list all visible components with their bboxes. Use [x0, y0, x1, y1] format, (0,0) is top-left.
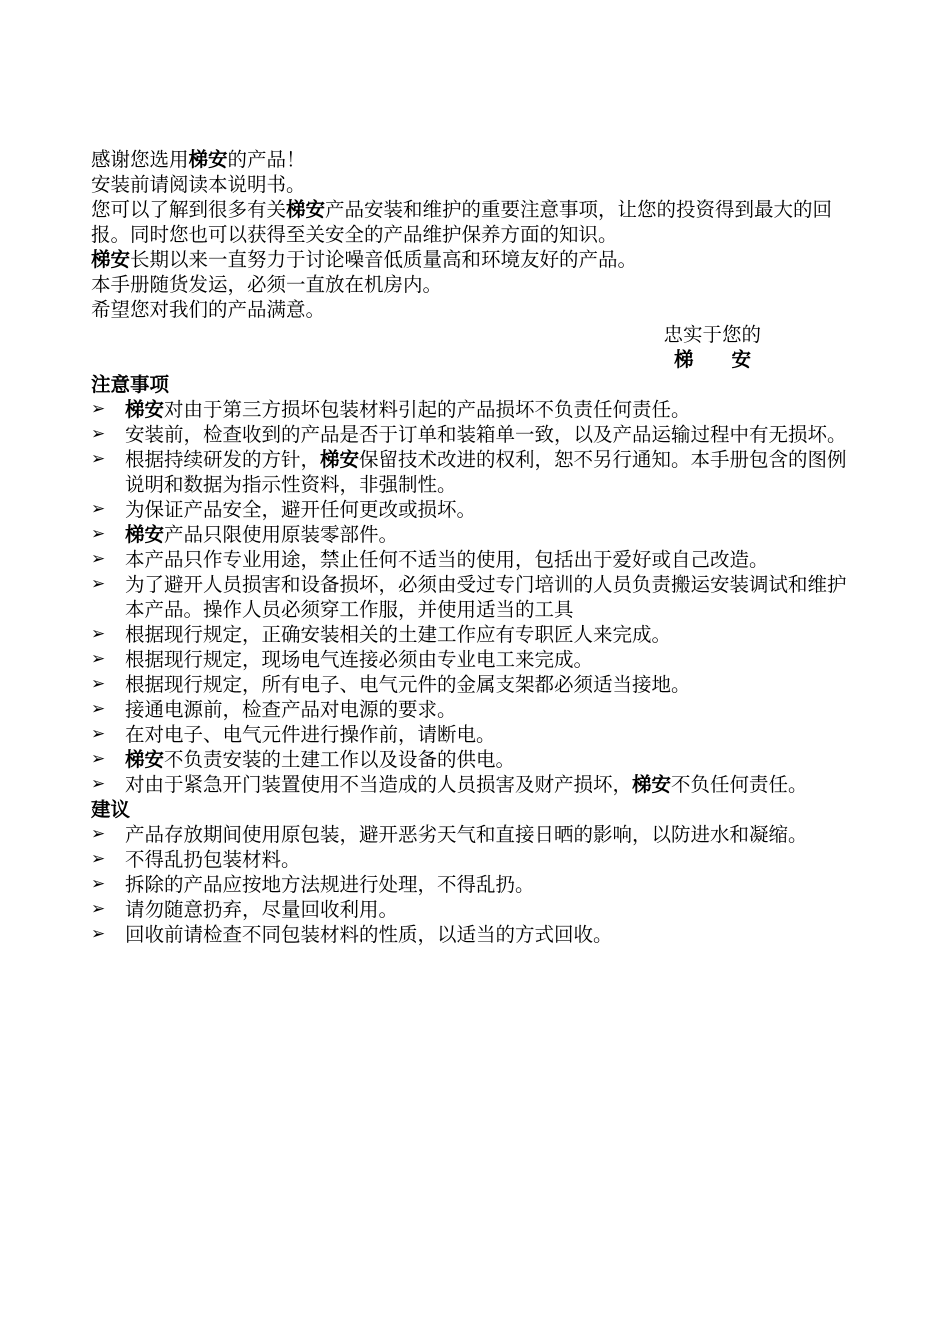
intro-section: [91, 147, 859, 322]
intro-line-5: 本手册随货发运，必须一直放在机房内。: [91, 273, 443, 296]
list-item: ➢ 安装前，检查收到的产品是否于订单和装箱单一致，以及产品运输过程中有无损坏。: [91, 423, 847, 446]
arrow-bullet-icon: ➢: [91, 899, 106, 919]
arrow-bullet-icon: ➢: [91, 749, 106, 769]
arrow-bullet-icon: ➢: [91, 399, 106, 419]
list-item: ➢ 梯安对由于第三方损坏包装材料引起的产品损坏不负责任何责任。: [91, 398, 691, 421]
list-item: ➢ 请勿随意扔弃，尽量回收利用。: [91, 898, 399, 921]
arrow-bullet-icon: ➢: [91, 524, 106, 544]
list-item: ➢ 回收前请检查不同包装材料的性质，以适当的方式回收。: [91, 923, 613, 946]
brand-name: 梯安: [632, 773, 672, 796]
list-item: ➢ 梯安不负责安装的土建工作以及设备的供电。: [91, 748, 516, 771]
list-item: ➢ 本产品只作专业用途，禁止任何不适当的使用，包括出于爱好或自己改造。: [91, 548, 769, 571]
list-item: ➢ 对由于紧急开门装置使用不当造成的人员损害及财产损坏，梯安不负任何责任。: [91, 773, 808, 796]
arrow-bullet-icon: ➢: [91, 924, 106, 944]
arrow-bullet-icon: ➢: [91, 774, 106, 794]
arrow-bullet-icon: ➢: [91, 449, 106, 469]
arrow-bullet-icon: ➢: [91, 724, 106, 744]
list-item: ➢ 拆除的产品应按地方法规进行处理，不得乱扔。: [91, 873, 535, 896]
arrow-bullet-icon: ➢: [91, 549, 106, 569]
document-page: [91, 147, 859, 947]
notes-heading: 注意事项: [91, 373, 170, 396]
arrow-bullet-icon: ➢: [91, 874, 106, 894]
signature-block: [91, 322, 859, 372]
intro-line-2: 安装前请阅读本说明书。: [91, 173, 306, 196]
arrow-bullet-icon: ➢: [91, 824, 106, 844]
brand-name: 梯安: [286, 198, 326, 221]
arrow-bullet-icon: ➢: [91, 424, 106, 444]
arrow-bullet-icon: ➢: [91, 674, 106, 694]
list-item: ➢ 根据现行规定，现场电气连接必须由专业电工来完成。: [91, 648, 594, 671]
arrow-bullet-icon: ➢: [91, 649, 106, 669]
list-item: ➢ 接通电源前，检查产品对电源的要求。: [91, 698, 457, 721]
brand-name: 梯安: [91, 248, 131, 271]
brand-name: 梯安: [125, 398, 165, 421]
intro-line-3: 您可以了解到很多有关梯安产品安装和维护的重要注意事项，让您的投资得到最大的回报。同时您也可以获得至关安全的产品维护保养方面的知识。: [91, 198, 833, 246]
list-item: ➢ 根据持续研发的方针，梯安保留技术改进的权利，恕不另行通知。本手册包含的图例说明和数据为指示性资料，非强制性。: [91, 448, 847, 496]
arrow-bullet-icon: ➢: [91, 849, 106, 869]
advice-list: [91, 822, 859, 947]
list-item: ➢ 不得乱扔包装材料。: [91, 848, 301, 871]
advice-heading: 建议: [91, 798, 131, 821]
list-item: ➢ 在对电子、电气元件进行操作前，请断电。: [91, 723, 496, 746]
brand-name: 梯安: [125, 523, 165, 546]
signature-name: 梯 安: [673, 348, 751, 371]
arrow-bullet-icon: ➢: [91, 699, 106, 719]
intro-line-4: 梯安长期以来一直努力于讨论噪音低质量高和环境友好的产品。: [91, 248, 638, 271]
list-item: ➢ 产品存放期间使用原包装，避开恶劣天气和直接日晒的影响，以防进水和凝缩。: [91, 823, 808, 846]
intro-line-1: 感谢您选用梯安的产品！: [91, 148, 306, 171]
list-item: ➢ 为保证产品安全，避开任何更改或损坏。: [91, 498, 477, 521]
arrow-bullet-icon: ➢: [91, 499, 106, 519]
list-item: ➢ 根据现行规定，所有电子、电气元件的金属支架都必须适当接地。: [91, 673, 691, 696]
arrow-bullet-icon: ➢: [91, 624, 106, 644]
intro-line-6: 希望您对我们的产品满意。: [91, 298, 326, 321]
list-item: ➢ 根据现行规定，正确安装相关的土建工作应有专职匠人来完成。: [91, 623, 672, 646]
notes-list: [91, 397, 859, 797]
brand-name: 梯安: [188, 148, 228, 171]
arrow-bullet-icon: ➢: [91, 574, 106, 594]
signature-closing: 忠实于您的: [663, 323, 761, 346]
list-item: ➢ 为了避开人员损害和设备损坏，必须由受过专门培训的人员负责搬运安装调试和维护本产品。操作人员必须穿工作服，并使用适当的工具: [91, 573, 847, 621]
brand-name: 梯安: [125, 748, 165, 771]
list-item: ➢ 梯安产品只限使用原装零部件。: [91, 523, 399, 546]
brand-name: 梯安: [320, 448, 360, 471]
